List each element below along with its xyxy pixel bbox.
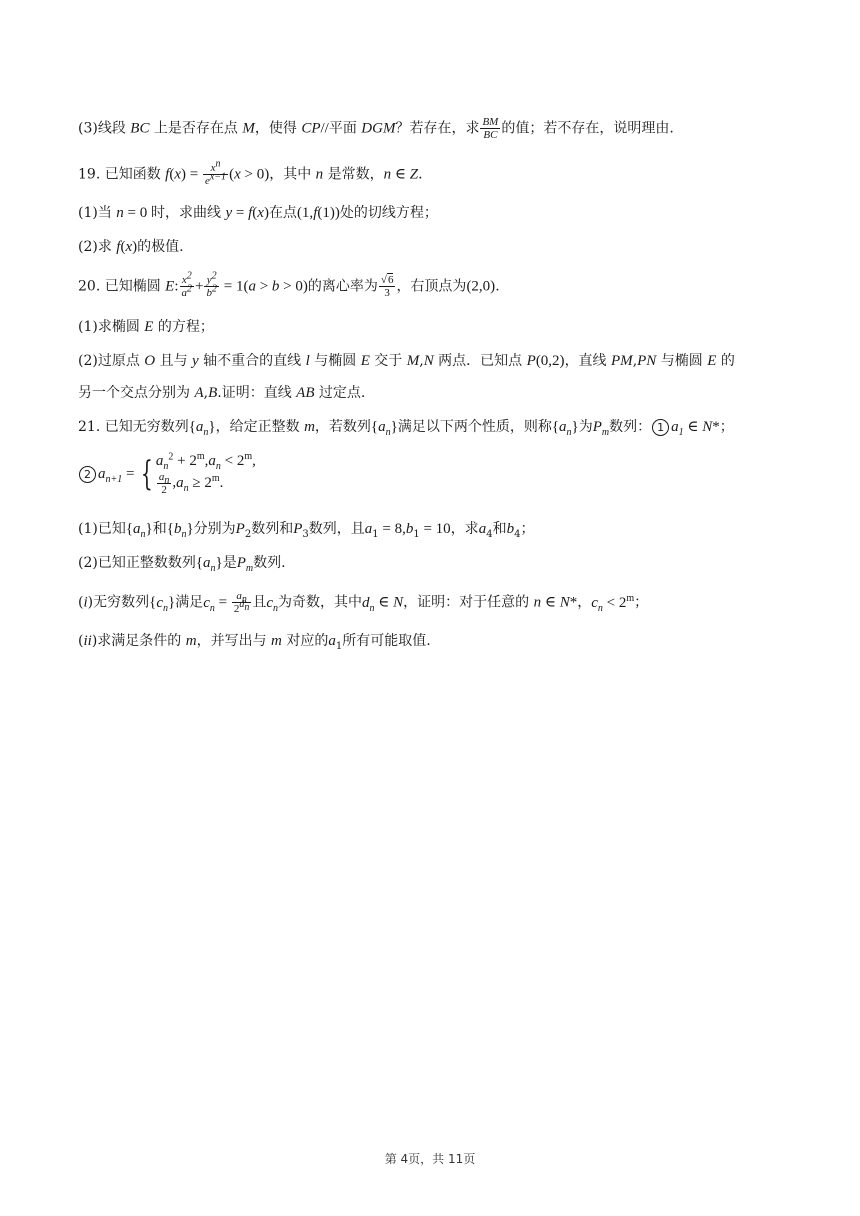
question-20: 20. 已知椭圆 E: $\frac{x^2}{a^2}$ + $\frac{y^2}{b^2}$ = 1(a > b > 0)的离心率为 $\frac{√6}{3}$ ，右顶点为(2,0). <box>78 270 500 299</box>
question-18-part-3: (3)线段 BC 上是否存在点 M，使得 CP//平面 DGM？若存在，求 $\frac{BM}{BC}$ 的值；若不存在，说明理由. <box>78 116 674 141</box>
question-21-part-2: (2)已知正整数数列$\{a_n\}$是$P_m$数列. <box>78 555 286 574</box>
question-21-part-2-i: (i)无穷数列$\{c_n\}$满足$c_n$ = $\frac{a_n}{2^{d_n}}$ 且$c_n$为奇数，其中$d_n$ ∈ N，证明：对于任意的 n ∈ N*，$c_n < 2^m$； <box>78 590 649 615</box>
question-19: 19. 已知函数 f(x) = $\frac{x^n}{e^{x-1}}$ (x > 0)，其中 n 是常数，n ∈ Z. <box>78 158 423 187</box>
question-20-part-1: (1)求椭圆 E 的方程； <box>78 319 214 335</box>
question-21-part-1: (1)已知$\{a_n\}$和$\{b_n\}$分别为$P_2$数列和$P_3$数列，且$a_1 = 8,b_1 = 10$，求$a_4$和$b_4$； <box>78 521 535 540</box>
page-footer: 第 4页，共 11页 <box>384 1152 476 1166</box>
question-20-part-2-cont: 另一个交点分别为 A,B.证明：直线 AB 过定点. <box>78 385 366 401</box>
question-19-part-2: (2)求 f(x)的极值. <box>78 239 184 255</box>
question-19-part-1: (1)当 n = 0 时，求曲线 y = f(x)在点(1,f(1))处的切线方程； <box>78 205 438 221</box>
question-21: 21. 已知无穷数列$\{a_n\}$，给定正整数 m，若数列$\{a_n\}$满足以下两个性质，则称$\{a_n\}$为$P_m$数列： 1 $a_1$ ∈ N*； <box>78 419 734 438</box>
question-21-part-2-ii: (ii)求满足条件的 m，并写出与 m 对应的$a_1$所有可能取值. <box>78 633 431 652</box>
question-20-part-2: (2)过原点 O 且与 y 轴不重合的直线 l 与椭圆 E 交于 M,N 两点．已知点 P(0,2)，直线 PM,PN 与椭圆 E 的 <box>78 353 735 369</box>
question-21-condition-2: 2 $a_{n+1}$ = { $a_n^2 + 2^m,a_n < 2^m$, $\frac{a_n}{2}$ $,a_n \ge 2^m$. <box>78 452 256 496</box>
